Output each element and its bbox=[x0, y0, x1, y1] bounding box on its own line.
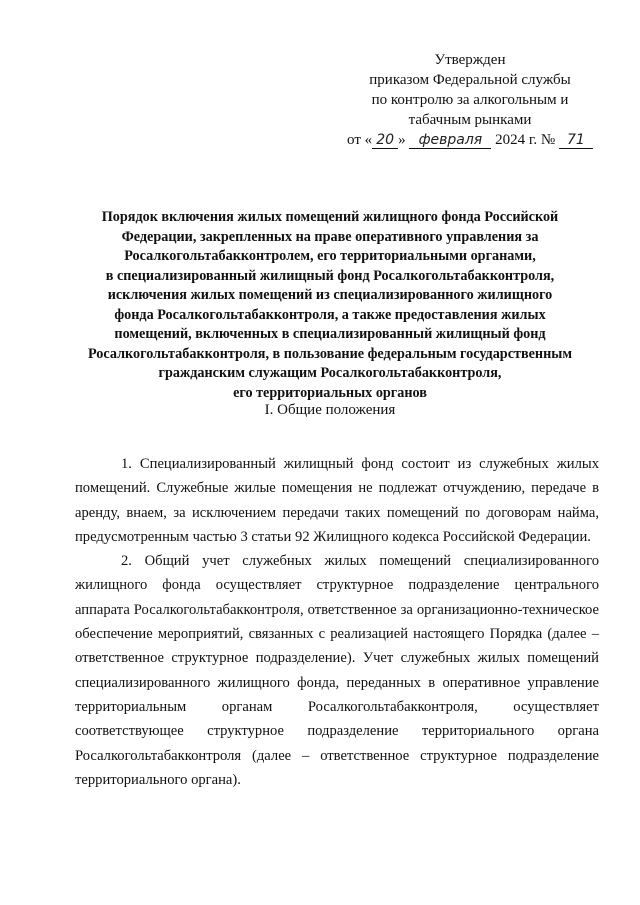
date-prefix: от « bbox=[347, 132, 373, 148]
handwritten-month: февраля bbox=[409, 132, 491, 149]
title-line: его территориальных органов bbox=[233, 384, 427, 401]
title-line: в специализированный жилищный фонд Росалкогольтабакконтроля, bbox=[105, 267, 555, 284]
title-line: Федерации, закрепленных на праве оперативного управления за bbox=[121, 228, 539, 245]
section-heading: I. Общие положения bbox=[264, 402, 396, 418]
handwritten-order-number: 71 bbox=[559, 132, 593, 149]
handwritten-day: 20 bbox=[372, 132, 398, 149]
document-title bbox=[60, 208, 600, 403]
title-line: Росалкогольтабакконтролем, его территориальными органами, bbox=[124, 248, 536, 264]
approval-line-4: табачным рынками bbox=[408, 112, 532, 128]
approval-line-1: Утвержден bbox=[434, 52, 506, 68]
title-line: гражданским служащим Росалкогольтабакконтроля, bbox=[158, 365, 502, 381]
paragraph-1: 1. Специализированный жилищный фонд состоит из служебных жилых помещений. Служебные жилые помещения не подлежат отчуждению, передаче в аренду, внаем, за исключением передачи таких помещений по договорам найма, предусмотренным частью 3 статьи 92 Жилищного кодекса Российской Федерации. bbox=[75, 456, 599, 545]
paragraph-2: 2. Общий учет служебных жилых помещений специализированного жилищного фонда осуществляет структурное подразделение центрального аппарата Росалкогольтабакконтроля, ответственное за организационно-техническое обеспечение мероприятий, связанных с реализацией настоящего Порядка (далее – ответственное структурное подразделение). Учет служебных жилых помещений специализированного жилищного фонда, переданных в оперативное управление территориальным органам Росалкогольтабакконтроля, осуществляет соответствующее структурное подразделение территориального органа Росалкогольтабакконтроля (далее – ответственное структурное подразделение территориального органа). bbox=[75, 553, 599, 788]
approval-line-3: по контролю за алкогольным и bbox=[371, 92, 569, 108]
title-line: Порядок включения жилых помещений жилищного фонда Российской bbox=[101, 209, 559, 225]
title-line: помещений, включенных в специализированный жилищный фонд bbox=[114, 326, 546, 342]
year-text: 2024 г. № bbox=[495, 132, 556, 148]
title-line: фонда Росалкогольтабакконтроля, а также предоставления жилых bbox=[114, 306, 546, 323]
body-text bbox=[75, 452, 599, 792]
approval-line-2: приказом Федеральной службы bbox=[369, 72, 571, 88]
title-line: Росалкогольтабакконтроля, в пользование федеральным государственным bbox=[87, 345, 573, 362]
approval-block bbox=[330, 50, 610, 150]
date-mid: » bbox=[398, 132, 406, 148]
title-line: исключения жилых помещений из специализированного жилищного bbox=[107, 287, 553, 303]
approval-date-line bbox=[330, 130, 610, 150]
